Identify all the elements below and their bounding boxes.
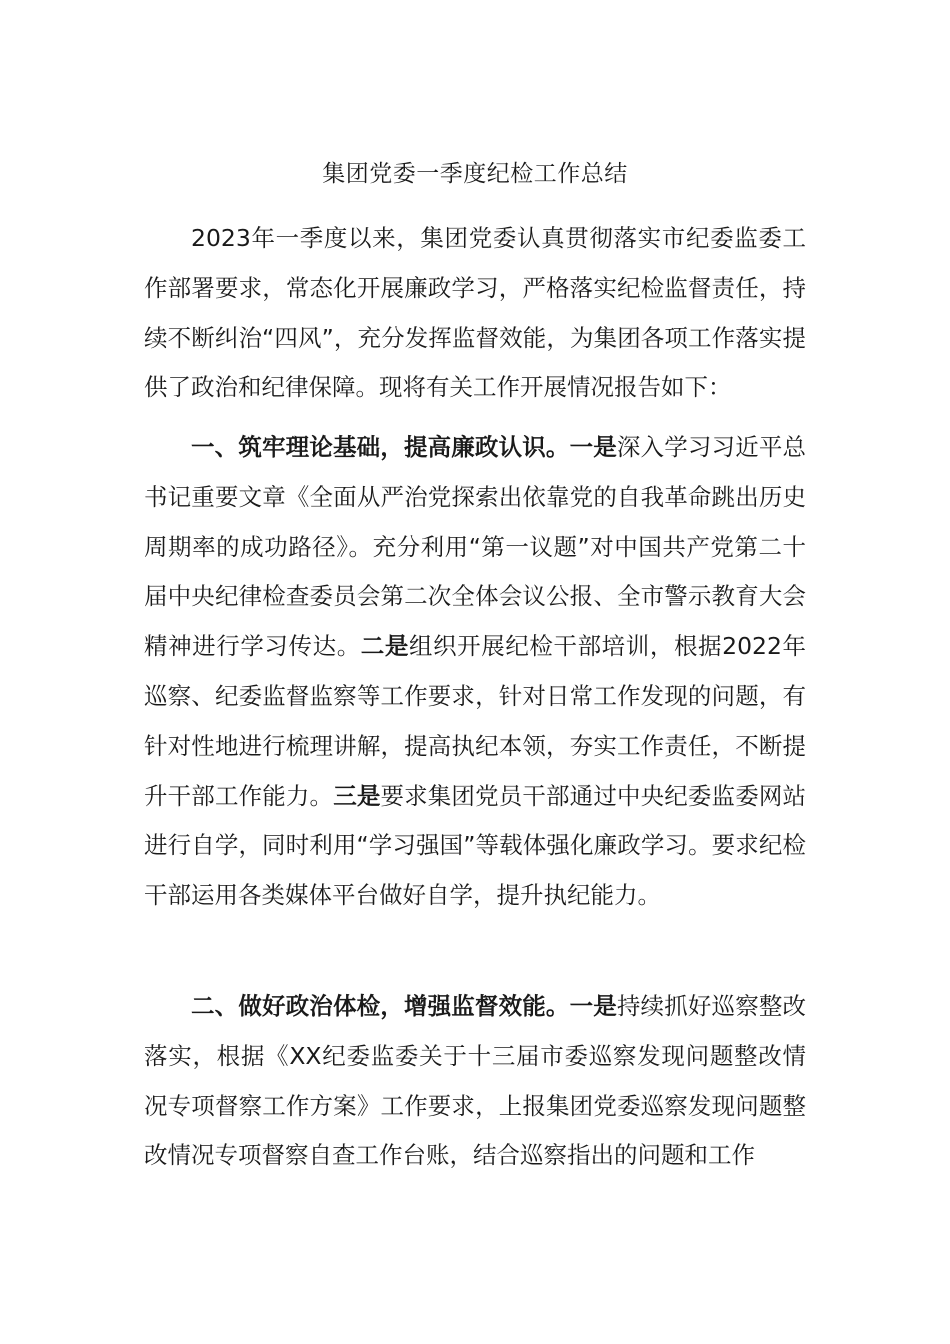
section-heading: 一、筑牢理论基础，提高廉政认识。 [191, 433, 570, 461]
document-title: 集团党委一季度纪检工作总结 [322, 161, 628, 187]
paragraph-section-1 [144, 423, 806, 921]
item-marker: 一是 [569, 992, 617, 1020]
paragraph-section-2 [144, 982, 806, 1181]
paragraph-text: 深入学习习近平总书记重要文章《全面从严治党探索出依靠党的自我革命跳出历史周期率的成功路径》。充分利用“第一议题”对中国共产党第二十届中央纪律检查委员会第二次全体会议公报、全市警示教育大会精神进行学习传达。 [144, 433, 807, 661]
paragraph-text: 持续抓好巡察整改落实，根据《XX纪委监委关于十三届市委巡察发现问题整改情况专项督察工作方案》工作要求，上报集团党委巡察发现问题整改情况专项督察自查工作台账，结合巡察指出的问题和工作 [144, 992, 807, 1170]
item-marker: 三是 [333, 781, 381, 810]
paragraph-text: 要求集团党员干部通过中央纪委监委网站进行自学，同时利用“学习强国”等载体强化廉政学习。要求纪检干部运用各类媒体平台做好自学，提升执纪能力。 [144, 781, 807, 910]
paragraph-text: 组织开展纪检干部培训，根据2022年巡察、纪委监督监察等工作要求，针对日常工作发现的问题，有针对性地进行梳理讲解，提高执纪本领，夯实工作责任，不断提升干部工作能力。 [144, 632, 807, 810]
section-heading: 二、做好政治体检，增强监督效能。 [191, 992, 570, 1020]
paragraph-text: 2023年一季度以来，集团党委认真贯彻落实市纪委监委工作部署要求，常态化开展廉政学习，严格落实纪检监督责任，持续不断纠治“四风”，充分发挥监督效能，为集团各项工作落实提供了政治和纪律保障。现将有关工作开展情况报告如下： [144, 224, 806, 402]
paragraph-intro [144, 214, 806, 413]
item-marker: 一是 [569, 433, 617, 461]
item-marker: 二是 [360, 632, 409, 661]
